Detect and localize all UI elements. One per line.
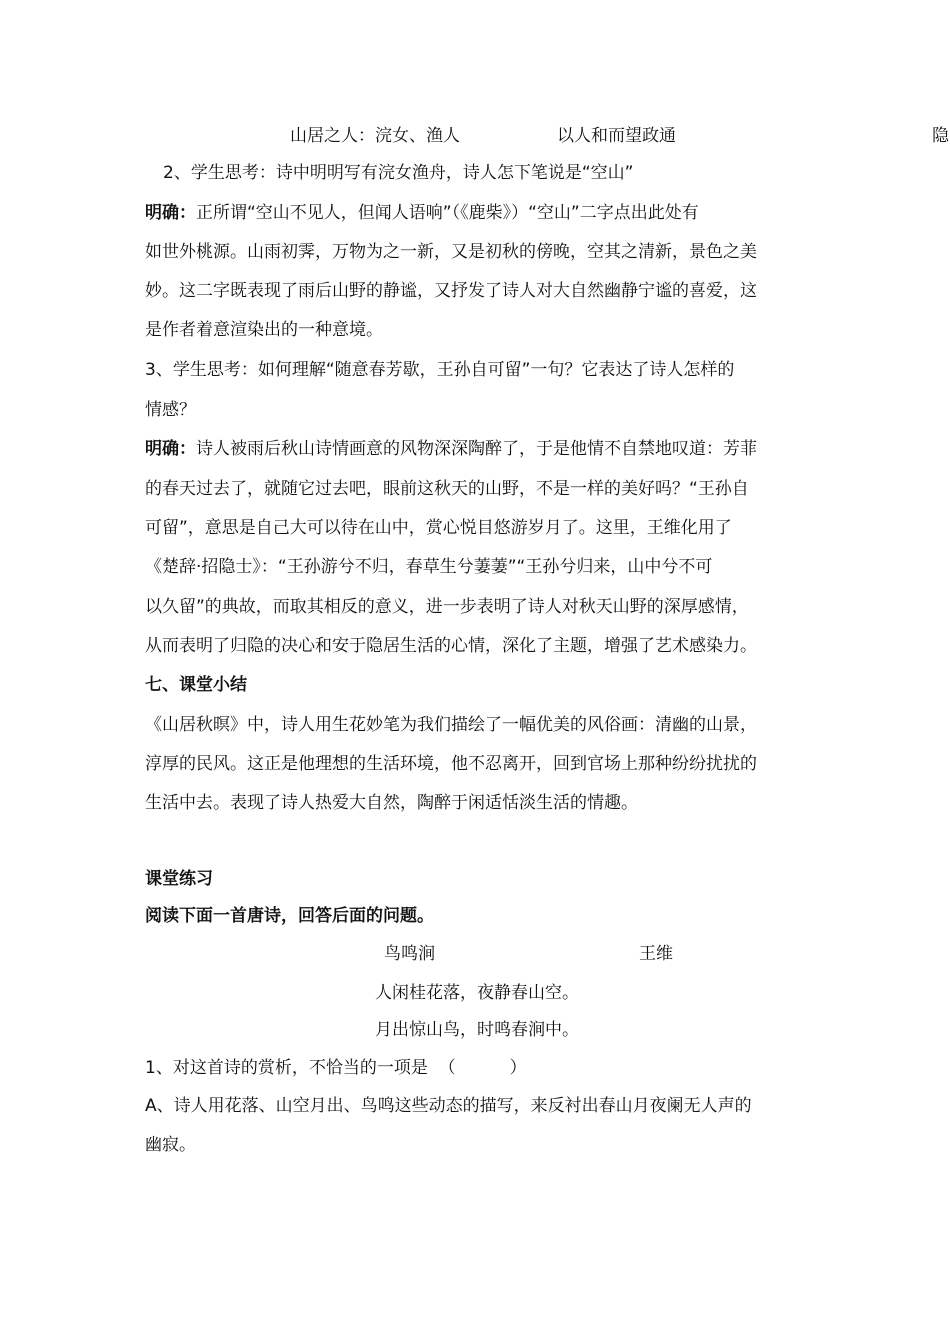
answer-label: 明确： bbox=[145, 439, 196, 459]
answer-3-line-6: 从而表明了归隐的决心和安于隐居生活的心情，深化了主题，增强了艺术感染力。 bbox=[145, 636, 757, 656]
summary-line-3: 生活中去。表现了诗人热爱大自然，陶醉于闲适恬淡生活的情趣。 bbox=[145, 793, 638, 813]
poem-line-2: 月出惊山鸟，时鸣春涧中。 bbox=[375, 1020, 579, 1040]
answer-label: 明确： bbox=[145, 203, 196, 223]
option-a-line-1: A、诗人用花落、山空月出、鸟鸣这些动态的描写，来反衬出春山月夜阑无人声的 bbox=[145, 1096, 752, 1116]
answer-2-line-4: 是作者着意渲染出的一种意境。 bbox=[145, 320, 383, 340]
answer-3-line-3: 可留”，意思是自己大可以待在山中，赏心悦目悠游岁月了。这里，王维化用了 bbox=[145, 518, 732, 538]
answer-2-line-3: 妙。这二字既表现了雨后山野的静谧，又抒发了诗人对大自然幽静宁谧的喜爱，这 bbox=[145, 281, 757, 301]
row-left-text: 山居之人：浣女、渔人 bbox=[290, 126, 460, 146]
poem-line-1: 人闲桂花落，夜静春山空。 bbox=[375, 983, 579, 1003]
question-3-line-2: 情感？ bbox=[145, 400, 196, 420]
answer-2-line-1 bbox=[145, 201, 805, 225]
question-3-line-1: 3、学生思考：如何理解“随意春芳歇，王孙自可留”一句？它表达了诗人怎样的 bbox=[145, 360, 735, 380]
section-heading: 七、课堂小结 bbox=[145, 675, 247, 695]
summary-line-2: 淳厚的民风。这正是他理想的生活环境，他不忍离开，回到官场上那种纷纷扰扰的 bbox=[145, 754, 757, 774]
summary-line-1: 《山居秋暝》中，诗人用生花妙笔为我们描绘了一幅优美的风俗画：清幽的山景， bbox=[145, 715, 757, 735]
option-a-line-2: 幽寂。 bbox=[145, 1135, 196, 1155]
answer-2-text: 正所谓“空山不见人，但闻人语响”（《鹿柴》）“空山”二字点出此处有 bbox=[196, 203, 699, 223]
practice-instruction: 阅读下面一首唐诗，回答后面的问题。 bbox=[145, 906, 434, 926]
answer-2-line-2: 如世外桃源。山雨初霁，万物为之一新，又是初秋的傍晚，空其之清新，景色之美 bbox=[145, 242, 757, 262]
poem-author: 王维 bbox=[639, 944, 673, 964]
answer-3-text: 诗人被雨后秋山诗情画意的风物深深陶醉了，于是他情不自禁地叹道：芳菲 bbox=[196, 439, 757, 459]
answer-3-line-2: 的春天过去了，就随它过去吧，眼前这秋天的山野，不是一样的美好吗？“王孙自 bbox=[145, 479, 749, 499]
row-right-text: 隐 bbox=[932, 126, 949, 146]
row-middle-text: 以人和而望政通 bbox=[557, 126, 676, 146]
poem-title: 鸟鸣涧 bbox=[384, 944, 435, 964]
question-1: 1、对这首诗的赏析，不恰当的一项是 （ ） bbox=[145, 1058, 527, 1078]
practice-heading: 课堂练习 bbox=[145, 869, 213, 889]
answer-3-line-1 bbox=[145, 437, 805, 461]
answer-3-line-5: 以久留”的典故，而取其相反的意义，进一步表明了诗人对秋天山野的深厚感情， bbox=[145, 597, 749, 617]
answer-3-line-4: 《楚辞·招隐士》：“王孙游兮不归，春草生兮萋萋”“王孙兮归来，山中兮不可 bbox=[145, 557, 713, 577]
question-2: 2、学生思考：诗中明明写有浣女渔舟，诗人怎下笔说是“空山” bbox=[163, 163, 634, 183]
